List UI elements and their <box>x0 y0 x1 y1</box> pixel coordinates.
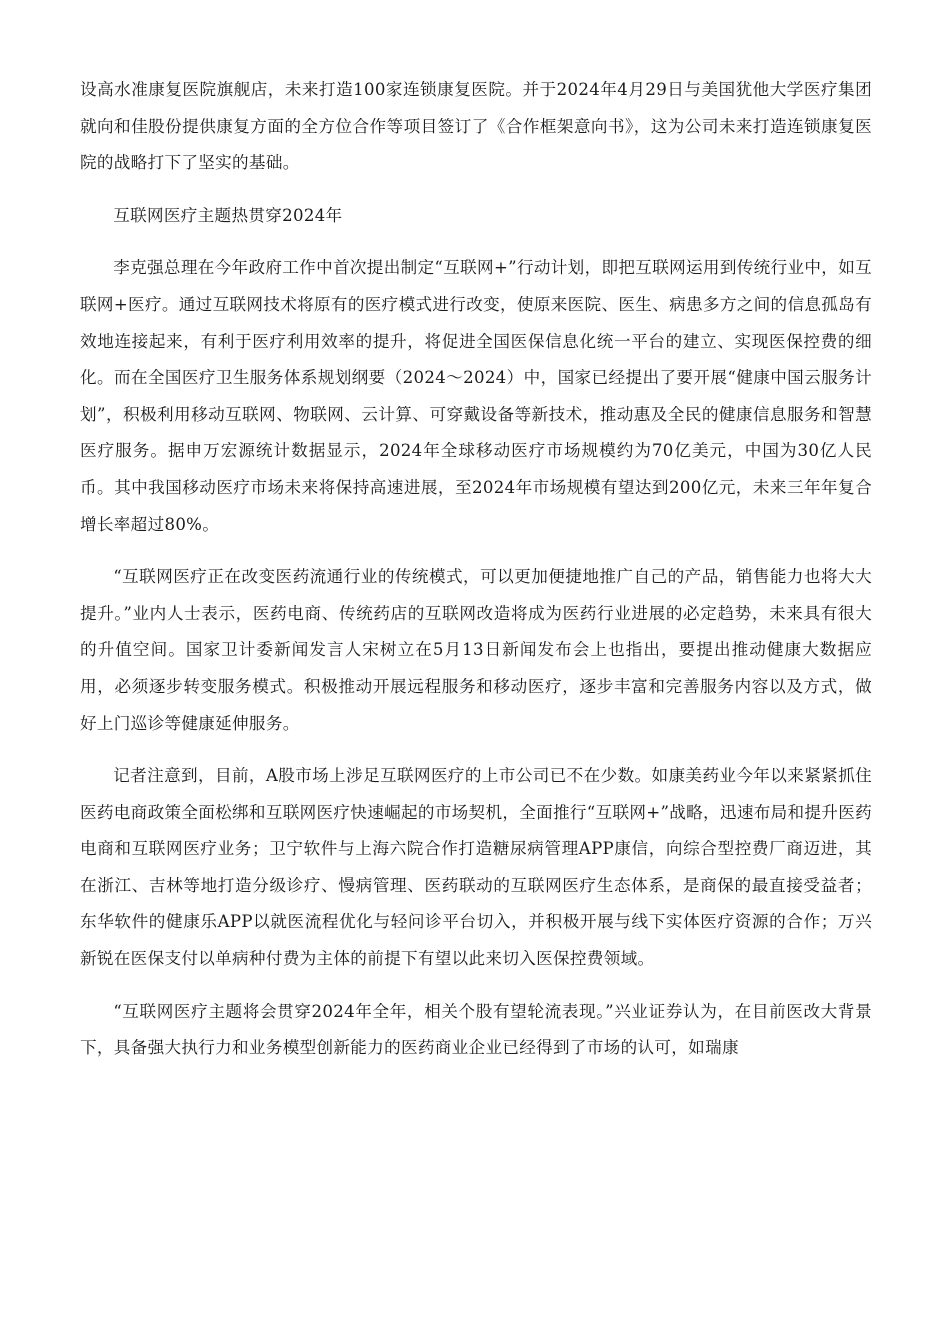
paragraph-internet-plus: 李克强总理在今年政府工作中首次提出制定“互联网+”行动计划，即把互联网运用到传统行业中，如互联网+医疗。通过互联网技术将原有的医疗模式进行改变，使原来医院、医生、病患多方之间的信息孤岛有效地连接起来，有利于医疗利用效率的提升，将促进全国医保信息化统一平台的建立、实现医保控费的细化。而在全国医疗卫生服务体系规划纲要（2024～2024）中，国家已经提出了要开展“健康中国云服务计划”，积极利用移动互联网、物联网、云计算、可穿戴设备等新技术，推动惠及全民的健康信息服务和智慧医疗服务。据申万宏源统计数据显示，2024年全球移动医疗市场规模约为70亿美元，中国为30亿人民币。其中我国移动医疗市场未来将保持高速进展，至2024年市场规模有望达到200亿元，未来三年年复合增长率超过80%。 <box>80 258 872 534</box>
paragraph-listed-companies: 记者注意到，目前，A股市场上涉足互联网医疗的上市公司已不在少数。如康美药业今年以来紧紧抓住医药电商政策全面松绑和互联网医疗快速崛起的市场契机，全面推行“互联网+”战略，迅速布局和提升医药电商和互联网医疗业务；卫宁软件与上海六院合作打造糖尿病管理APP康信，向综合型控费厂商迈进，其在浙江、吉林等地打造分级诊疗、慢病管理、医药联动的互联网医疗生态体系，是商保的最直接受益者；东华软件的健康乐APP以就医流程优化与轻问诊平台切入，并积极开展与线下实体医疗资源的合作；万兴新锐在医保支付以单病种付费为主体的前提下有望以此来切入医保控费领域。 <box>80 766 872 969</box>
paragraph-industry-quote: “互联网医疗正在改变医药流通行业的传统模式，可以更加便捷地推广自己的产品，销售能力也将大大提升。”业内人士表示，医药电商、传统药店的互联网改造将成为医药行业进展的必定趋势，未来具有很大的升值空间。国家卫计委新闻发言人宋树立在5月13日新闻发布会上也指出，要提出推动健康大数据应用，必须逐步转变服务模式。积极推动开展远程服务和移动医疗，逐步丰富和完善服务内容以及方式，做好上门巡诊等健康延伸服务。 <box>80 567 872 733</box>
document-body <box>80 72 872 1083</box>
paragraph-securities-view: “互联网医疗主题将会贯穿2024年全年，相关个股有望轮流表现。”兴业证券认为，在目前医改大背景下，具备强大执行力和业务模型创新能力的医药商业企业已经得到了市场的认可，如瑞康 <box>80 1001 872 1058</box>
section-heading: 互联网医疗主题热贯穿2024年 <box>113 205 343 225</box>
paragraph-continuation: 设高水准康复医院旗舰店，未来打造100家连锁康复医院。并于2024年4月29日与美国犹他大学医疗集团就向和佳股份提供康复方面的全方位合作等项目签订了《合作框架意向书》，这为公司未来打造连锁康复医院的战略打下了坚实的基础。 <box>80 80 872 173</box>
